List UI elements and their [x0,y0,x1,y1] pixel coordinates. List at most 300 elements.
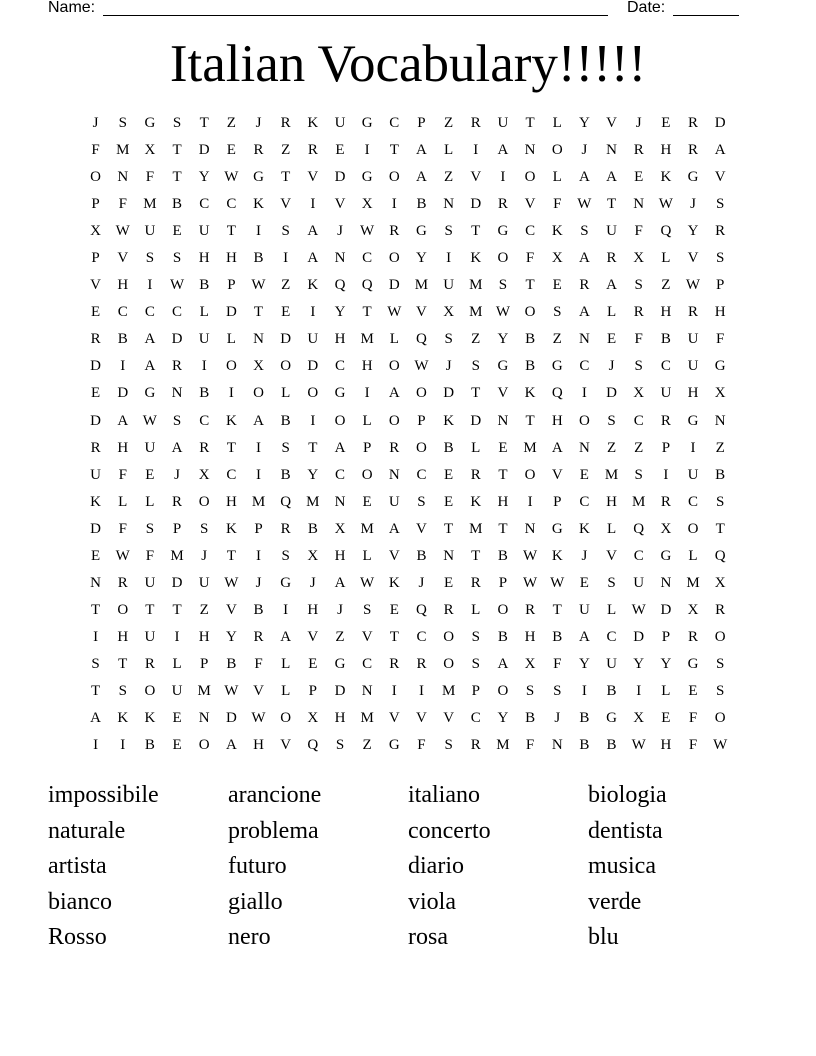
grid-letter: O [524,304,536,321]
grid-letter: H [198,628,210,645]
grid-letter: E [281,304,291,321]
grid-letter: G [497,223,509,240]
grid-letter: O [443,655,455,672]
grid-letter: N [660,574,672,591]
grid-letter: N [171,385,183,402]
grid-letter: J [690,196,696,213]
grid-letter: O [416,385,427,402]
grid-letter: Z [471,331,481,348]
grid-letter: R [525,601,536,618]
grid-letter: R [660,493,671,510]
grid-letter: S [172,412,182,429]
grid-letter: C [389,115,400,132]
grid-letter: E [579,466,589,483]
grid-letter: W [224,683,239,699]
grid-letter: D [90,412,101,429]
grid-letter: W [658,196,673,213]
grid-letter: T [226,547,236,564]
letter-grid [82,110,734,759]
grid-letter: S [118,683,127,699]
grid-letter: B [199,277,210,294]
grid-letter: G [144,115,156,132]
date-blank-line [673,15,739,16]
grid-letter: C [416,628,427,645]
grid-letter: M [523,439,537,456]
grid-letter: M [469,277,483,294]
word-list-item: problema [228,817,319,844]
grid-letter: D [606,385,617,402]
grid-letter: W [115,547,130,564]
grid-letter: Z [606,439,617,456]
grid-letter: F [254,655,263,672]
grid-letter: I [310,196,316,213]
grid-letter: M [116,142,130,159]
grid-letter: X [144,142,156,159]
grid-letter: Y [497,331,509,348]
grid-letter: I [147,277,153,294]
grid-letter: E [226,142,236,159]
grid-letter: C [579,358,590,375]
grid-letter: H [307,601,319,618]
grid-letter: A [307,223,319,240]
grid-letter: N [606,142,617,159]
grid-letter: V [714,169,726,186]
grid-letter: D [388,277,400,294]
grid-letter: F [553,196,562,213]
grid-letter: T [172,169,182,186]
grid-letter: W [631,601,646,618]
grid-letter: Z [226,115,236,132]
grid-letter: B [253,250,264,267]
grid-letter: F [553,655,562,672]
grid-letter: N [551,737,563,754]
grid-letter: X [714,385,726,402]
grid-letter: X [714,574,726,591]
grid-letter: W [360,223,375,240]
grid-letter: T [199,115,209,132]
word-list-item: musica [588,853,656,879]
grid-letter: D [225,304,237,321]
grid-letter: U [90,466,101,483]
grid-letter: Z [281,277,291,294]
grid-letter: H [334,331,346,348]
grid-letter: R [688,628,699,645]
grid-letter: M [143,196,157,213]
grid-letter: V [470,169,482,186]
grid-letter: O [225,358,237,375]
grid-letter: X [334,520,346,537]
grid-letter: B [226,655,237,672]
grid-letter: W [360,574,375,591]
grid-letter: R [633,304,644,321]
grid-letter: B [606,683,617,699]
grid-letter: F [688,710,698,727]
grid-letter: U [334,115,346,132]
grid-letter: C [660,358,671,375]
grid-letter: B [144,737,155,754]
grid-letter: D [334,683,346,699]
grid-letter: O [198,493,210,510]
grid-letter: J [201,547,208,564]
grid-letter: R [117,574,128,591]
grid-letter: I [581,385,587,402]
grid-letter: R [633,142,644,159]
grid-letter: S [91,655,100,672]
grid-letter: O [198,737,210,754]
grid-letter: E [579,574,589,591]
grid-letter: H [660,304,672,321]
grid-letter: E [661,115,671,132]
grid-letter: M [469,520,483,537]
grid-letter: S [525,683,535,699]
word-list-item: naturale [48,817,126,844]
grid-letter: C [334,358,345,375]
grid-letter: G [334,385,346,402]
grid-letter: W [550,574,565,591]
grid-letter: G [687,655,699,672]
grid-letter: O [714,628,726,645]
grid-letter: A [606,277,617,294]
grid-letter: R [470,115,481,132]
grid-letter: T [389,628,399,645]
grid-letter: E [444,574,454,591]
grid-letter: Z [552,331,562,348]
grid-letter: O [388,250,400,267]
grid-letter: K [90,493,101,510]
grid-letter: F [91,142,100,159]
grid-letter: N [90,574,101,591]
grid-letter: P [417,412,426,429]
grid-letter: G [361,115,373,132]
grid-letter: C [525,223,536,240]
grid-letter: E [688,683,698,699]
grid-letter: M [469,304,483,321]
grid-letter: K [307,277,319,294]
grid-letter: S [471,628,480,645]
grid-letter: V [551,466,563,483]
grid-letter: B [253,601,264,618]
grid-letter: S [281,547,290,564]
grid-letter: M [251,493,266,510]
name-blank-line [103,15,608,16]
grid-letter: Q [361,277,373,294]
grid-letter: P [661,628,671,645]
grid-letter: L [199,304,209,321]
header [0,0,816,20]
word-list-item: arancione [228,782,322,808]
grid-letter: V [117,250,129,267]
grid-letter: D [633,628,645,645]
grid-letter: N [117,169,129,186]
grid-letter: F [417,737,426,754]
grid-letter: R [172,493,183,510]
grid-letter: D [117,385,129,402]
grid-letter: U [687,466,699,483]
grid-letter: I [418,683,424,699]
grid-letter: D [714,115,726,132]
grid-letter: A [307,250,319,267]
grid-letter: P [200,655,209,672]
grid-letter: H [687,385,699,402]
grid-letter: W [685,277,701,294]
grid-letter: Q [307,737,319,754]
grid-letter: R [688,304,699,321]
grid-letter: S [362,601,372,618]
grid-letter: H [524,628,536,645]
grid-letter: V [606,547,617,564]
grid-letter: J [309,574,316,591]
grid-letter: O [497,250,509,267]
grid-letter: N [633,196,645,213]
grid-letter: E [498,439,508,456]
grid-letter: G [361,169,373,186]
grid-letter: O [416,439,427,456]
grid-letter: S [417,493,426,510]
grid-letter: C [606,628,617,645]
grid-letter: X [253,358,264,375]
grid-letter: S [716,250,725,267]
grid-letter: Q [660,223,672,240]
grid-letter: K [551,223,563,240]
grid-letter: L [281,655,291,672]
grid-letter: I [93,628,99,645]
grid-letter: S [444,223,453,240]
date-label: Date: [627,0,666,16]
grid-letter: T [281,169,291,186]
grid-letter: V [497,385,509,402]
grid-letter: A [253,412,264,429]
grid-letter: U [144,628,156,645]
grid-letter: H [225,493,237,510]
grid-letter: N [388,466,400,483]
grid-letter: A [578,304,590,321]
grid-letter: P [227,277,236,294]
grid-letter: M [632,493,646,510]
grid-letter: L [226,331,236,348]
grid-letter: W [115,223,130,240]
grid-letter: W [577,196,592,213]
grid-letter: K [117,710,129,727]
grid-letter: J [255,115,262,132]
grid-letter: M [686,574,700,591]
grid-letter: R [688,115,699,132]
grid-letter: J [337,223,343,240]
grid-letter: T [471,223,481,240]
word-list-item: Rosso [48,924,107,950]
grid-letter: Y [307,466,319,483]
grid-letter: Q [633,520,645,537]
grid-letter: Y [334,304,346,321]
grid-letter: R [470,737,481,754]
grid-letter: T [172,601,182,618]
grid-letter: I [391,196,397,213]
grid-letter: R [579,277,590,294]
grid-letter: I [636,683,642,699]
grid-letter: R [307,142,318,159]
grid-letter: S [634,358,643,375]
grid-letter: I [93,737,99,754]
grid-letter: X [660,520,672,537]
grid-letter: B [117,331,128,348]
grid-letter: C [688,493,699,510]
grid-letter: C [199,196,210,213]
grid-letter: V [416,304,427,321]
grid-letter: A [388,385,400,402]
grid-letter: X [361,196,373,213]
word-list-item: giallo [228,888,283,915]
grid-letter: L [552,115,562,132]
grid-letter: F [145,169,155,186]
grid-letter: J [608,358,615,375]
grid-letter: N [361,683,373,699]
grid-letter: V [90,277,101,294]
grid-letter: M [604,466,619,483]
grid-letter: T [226,223,236,240]
grid-letter: B [416,196,427,213]
grid-letter: R [389,655,400,672]
grid-letter: U [388,493,400,510]
grid-letter: I [256,439,262,456]
grid-letter: B [497,547,508,564]
grid-letter: I [500,169,506,186]
grid-letter: F [688,737,698,754]
grid-letter: H [198,250,210,267]
grid-letter: G [551,358,563,375]
word-list-item: viola [408,888,456,915]
grid-letter: I [663,466,669,483]
grid-letter: U [578,601,590,618]
grid-letter: H [334,547,346,564]
grid-letter: U [144,223,156,240]
grid-letter: P [362,439,372,456]
grid-letter: P [91,250,100,267]
grid-letter: U [497,115,509,132]
grid-letter: S [553,683,562,699]
grid-letter: E [362,493,372,510]
grid-letter: E [634,169,644,186]
grid-letter: Z [281,142,291,159]
grid-letter: U [687,358,699,375]
grid-letter: G [253,169,264,186]
grid-letter: O [388,169,400,186]
grid-letter: H [361,358,373,375]
grid-letter: K [225,412,237,429]
grid-letter: B [525,331,536,348]
grid-letter: J [554,710,561,727]
grid-letter: L [661,250,671,267]
grid-letter: K [225,520,237,537]
grid-letter: L [281,683,291,699]
grid-letter: C [226,196,237,213]
grid-letter: K [524,385,536,402]
grid-letter: U [144,574,156,591]
grid-letter: A [497,142,509,159]
grid-letter: F [525,250,535,267]
grid-letter: Y [578,115,590,132]
word-list-item: italiano [408,782,480,808]
grid-letter: N [334,250,346,267]
grid-letter: V [280,737,292,754]
grid-letter: I [201,358,207,375]
grid-letter: G [497,358,509,375]
grid-letter: H [660,142,672,159]
grid-letter: N [334,493,346,510]
grid-letter: V [687,250,699,267]
word-list-item: diario [408,853,464,879]
grid-letter: E [444,493,454,510]
grid-letter: E [444,466,454,483]
grid-letter: N [714,412,726,429]
grid-letter: M [414,277,429,294]
grid-letter: C [362,250,373,267]
grid-letter: P [661,439,671,456]
grid-letter: U [144,439,156,456]
grid-letter: T [552,601,562,618]
grid-letter: O [497,601,509,618]
grid-letter: S [281,439,290,456]
word-list-item: blu [588,924,619,950]
grid-letter: K [307,115,319,132]
grid-letter: Z [444,169,454,186]
grid-letter: C [416,466,427,483]
grid-letter: U [198,223,210,240]
grid-letter: X [307,547,319,564]
grid-letter: B [497,628,508,645]
grid-letter: M [360,710,374,727]
grid-letter: P [91,196,100,213]
grid-letter: P [716,277,725,294]
grid-letter: G [144,385,156,402]
grid-letter: R [470,466,481,483]
grid-letter: O [117,601,129,618]
grid-letter: E [389,601,399,618]
grid-letter: S [716,683,725,699]
grid-letter: K [253,196,264,213]
grid-letter: B [307,520,318,537]
grid-letter: J [92,115,99,132]
grid-letter: U [198,574,210,591]
grid-letter: D [198,142,210,159]
grid-letter: I [256,547,262,564]
grid-letter: K [443,412,455,429]
grid-letter: G [687,412,699,429]
word-list-item: rosa [408,924,448,950]
grid-letter: P [417,115,426,132]
grid-letter: T [362,304,372,321]
grid-letter: I [364,385,370,402]
grid-letter: V [280,196,292,213]
grid-letter: R [253,628,264,645]
grid-letter: Z [661,277,671,294]
grid-letter: O [388,358,400,375]
grid-letter: A [578,628,590,645]
grid-letter: Y [225,628,237,645]
grid-letter: C [172,304,183,321]
grid-letter: I [581,683,587,699]
grid-letter: T [389,142,399,159]
grid-letter: C [470,710,481,727]
grid-letter: A [225,737,237,754]
grid-letter: X [633,710,645,727]
grid-letter: T [525,277,535,294]
grid-letter: X [307,710,319,727]
grid-letter: O [90,169,101,186]
grid-letter: N [443,547,455,564]
grid-letter: C [362,655,373,672]
name-label: Name: [48,0,96,16]
grid-letter: G [416,223,427,240]
grid-letter: K [470,493,482,510]
